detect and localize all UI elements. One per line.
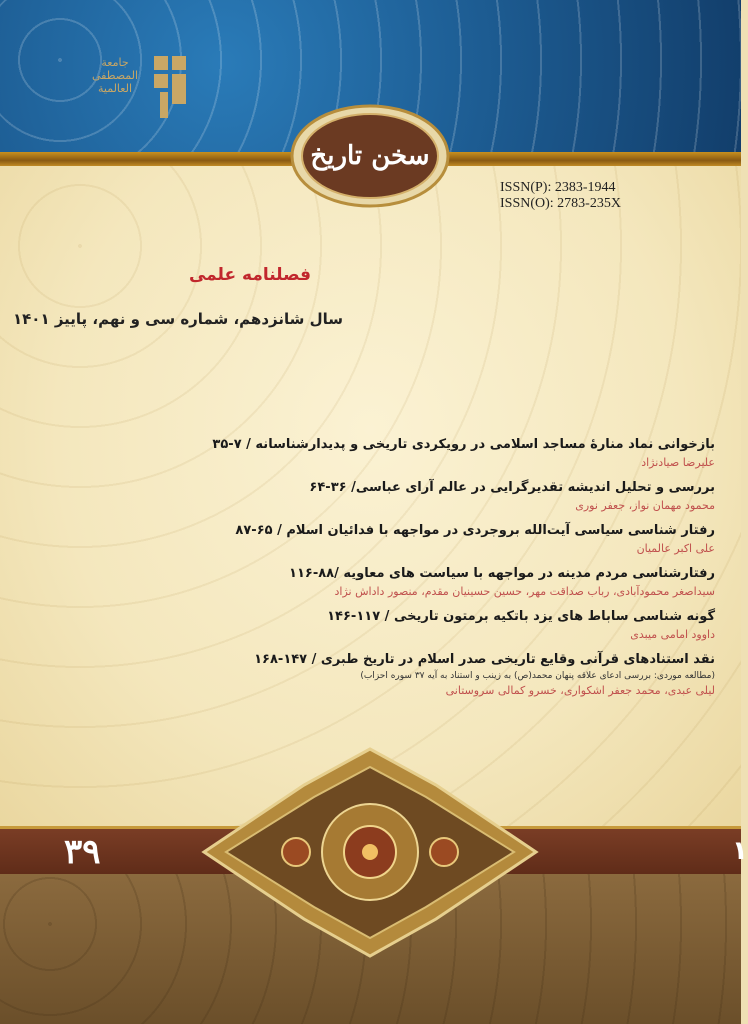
- toc-title: نقد استنادهای قرآنی وقایع تاریخی صدر اسلام در تاریخ طبری / ۱۴۷-۱۶۸: [254, 652, 715, 667]
- toc-authors: سیداصغر محمودآبادی، رباب صداقت مهر، حسین حسینیان مقدم، منصور داداش نژاد: [334, 585, 715, 598]
- toc-title: بازخوانی نماد منارۀ مساجد اسلامی در رویکردی تاریخی و پدیدارشناسانه / ۷-۳۵: [212, 437, 715, 452]
- toc-title: بررسی و تحلیل اندیشه تقدیرگرایی در عالم آرای عباسی/ ۳۶-۶۴: [309, 480, 715, 495]
- issn-print: ISSN(P): 2383-1944: [500, 180, 616, 195]
- table-of-contents: [195, 435, 715, 706]
- toc-note: (مطالعه موردی: بررسی ادعای علاقه پنهان محمد(ص) به زینب و استناد به آیه ۳۷ سوره احزاب): [360, 671, 715, 681]
- spine-number: ۱: [732, 836, 748, 866]
- issue-line: سال شانزدهم، شماره سی و نهم، پاییز ۱۴۰۱: [12, 310, 343, 328]
- toc-authors: علیرضا صیادنژاد: [641, 456, 715, 469]
- toc-title: گونه شناسی ساباط های یزد باتکیه برمتون تاریخی / ۱۱۷-۱۴۶: [327, 609, 715, 624]
- toc-item: [195, 521, 715, 556]
- toc-authors: علی اکبر عالمیان: [636, 542, 715, 555]
- toc-item: [195, 435, 715, 470]
- journal-title-badge: [290, 104, 450, 208]
- publisher-emblem-icon: [150, 52, 194, 122]
- issn-block: [500, 180, 621, 212]
- toc-title: رفتارشناسی مردم مدینه در مواجهه با سیاست های معاویه /۸۸-۱۱۶: [289, 566, 715, 581]
- toc-authors: محمود مهمان نواز، جعفر نوری: [575, 499, 715, 512]
- toc-item: [195, 564, 715, 599]
- issn-online: ISSN(O): 2783-235X: [500, 196, 621, 211]
- toc-authors: لیلی عبدی، محمد جعفر اشکواری، خسرو کمالی سروستانی: [445, 684, 715, 697]
- toc-item: [195, 478, 715, 513]
- journal-type: فصلنامه علمی: [188, 265, 311, 285]
- journal-title: سخن تاریخ: [310, 141, 430, 171]
- issue-number: ۳۹: [64, 832, 101, 872]
- toc-item: [195, 650, 715, 698]
- toc-authors: داوود امامی میبدی: [630, 628, 715, 641]
- publisher-logo-text: جامعة المصطفى العالمية: [91, 56, 139, 95]
- ornament-medallion-icon: [200, 745, 540, 960]
- publisher-logo: [84, 48, 194, 128]
- toc-item: [195, 607, 715, 642]
- toc-title: رفتار شناسی سیاسی آیت‌الله بروجردی در مواجهه با فدائیان اسلام / ۶۵-۸۷: [235, 523, 715, 538]
